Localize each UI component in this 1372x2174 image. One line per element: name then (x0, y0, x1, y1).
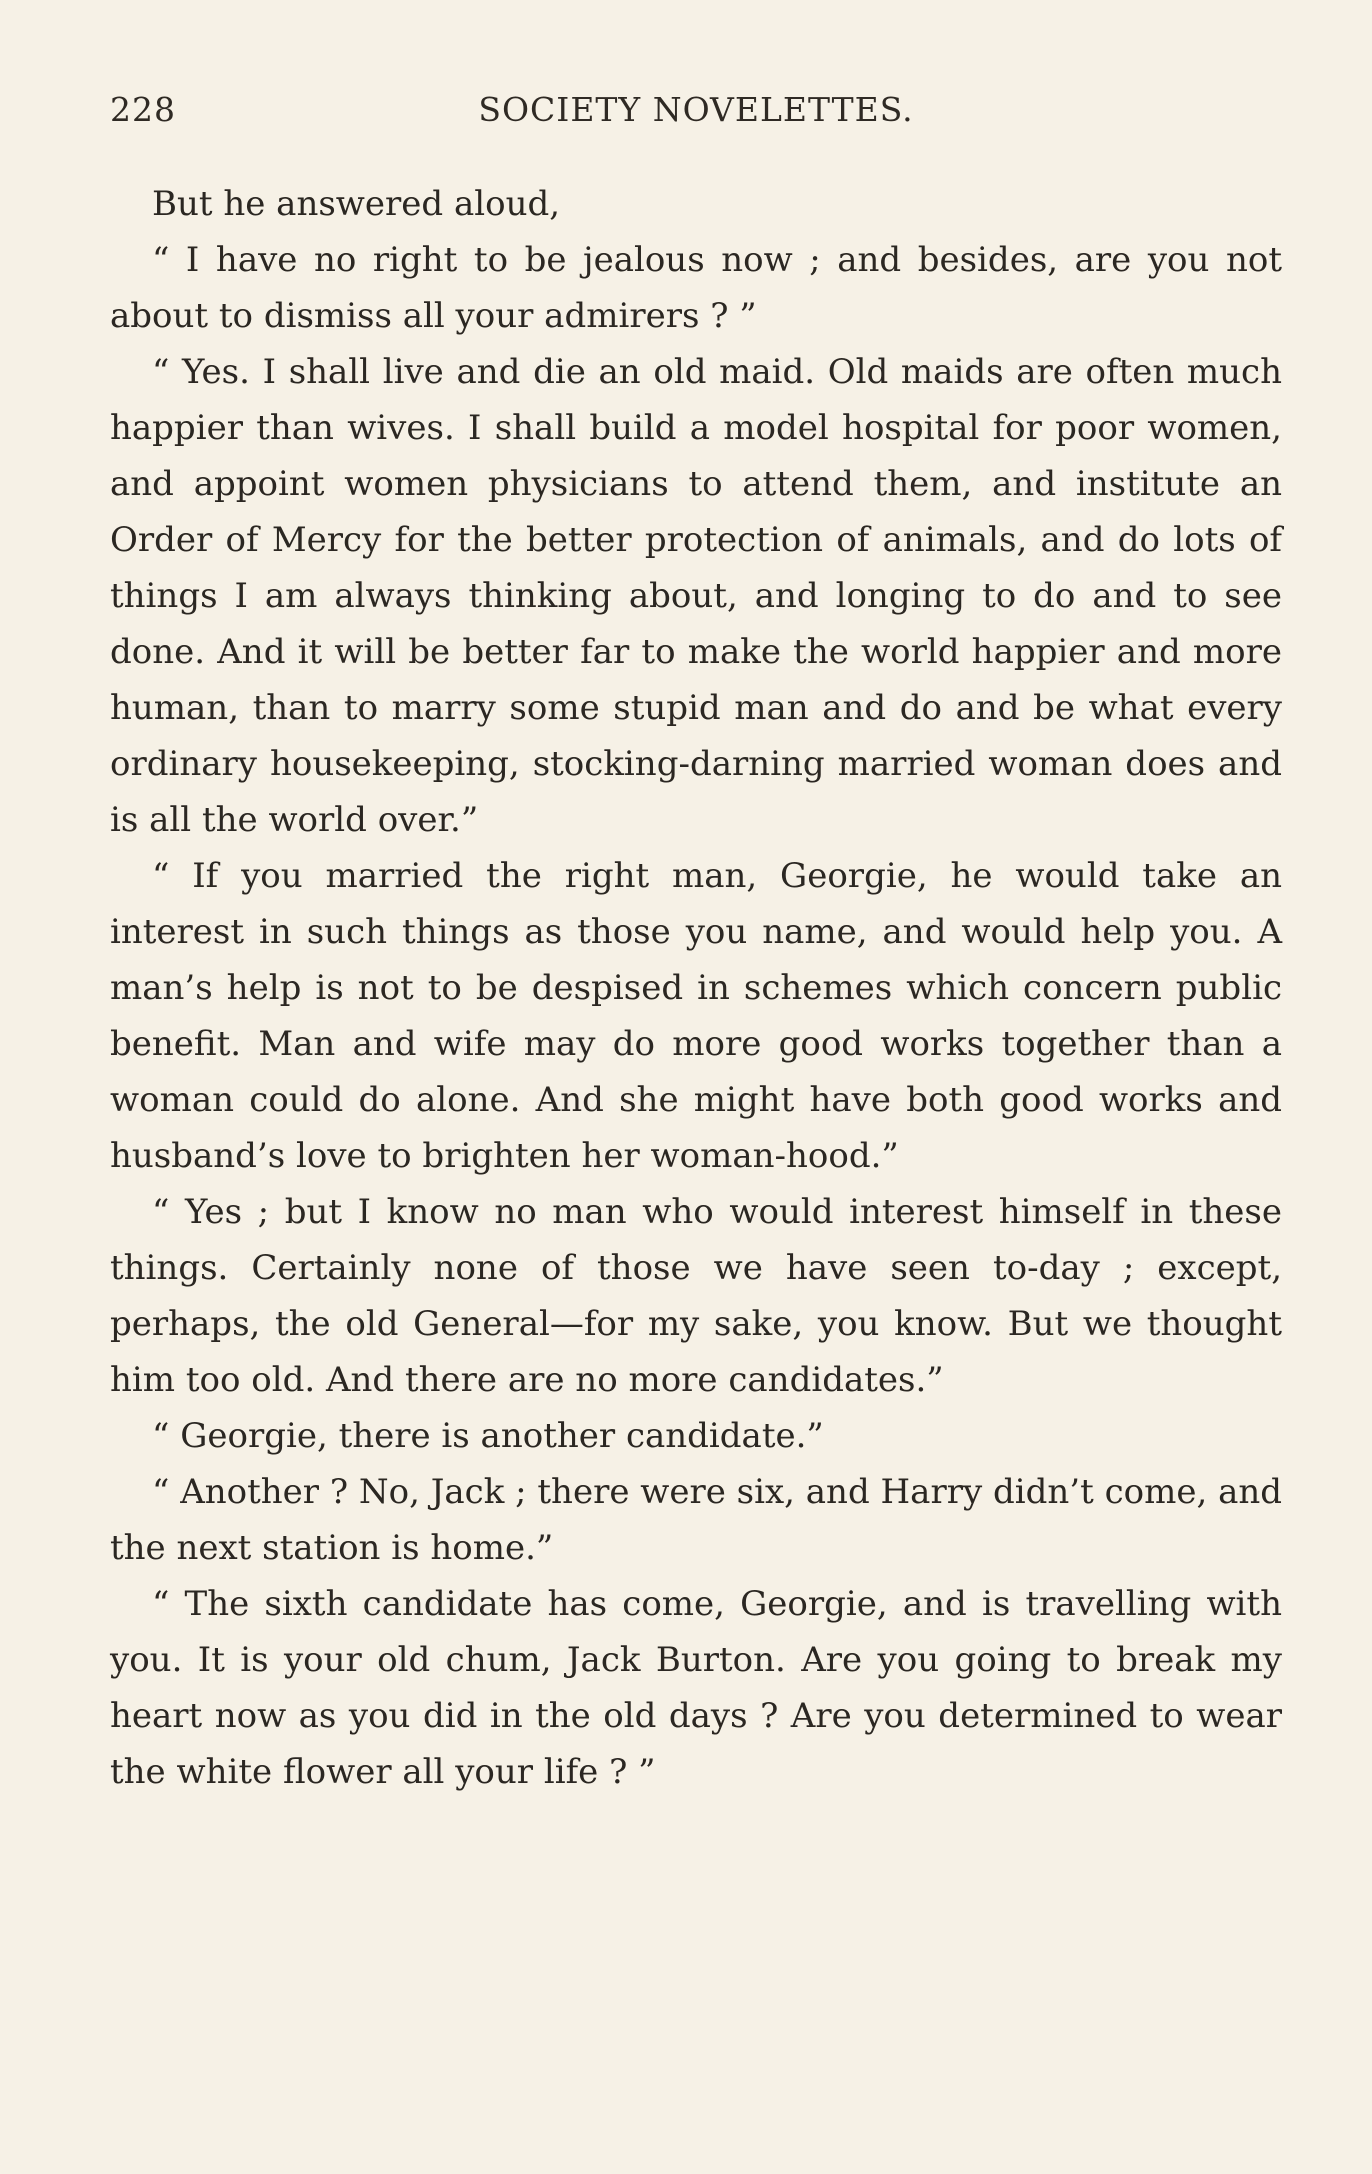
paragraph: “ Georgie, there is another candidate.” (152, 1416, 824, 1456)
paragraph: “ Another ? No, Jack ; there were six, and Harry didn’t come, and the next station is home.” (110, 1472, 1282, 1568)
paragraph: “ The sixth candidate has come, Georgie, and is travelling with you. It is your old chum, Jack Burton. Are you going to break my heart now as you did in the old days ? Are you determined to wear the white flower all your life ? ” (110, 1584, 1282, 1792)
running-head (110, 86, 1282, 134)
body-text (110, 176, 1282, 1800)
paragraph: But he answered aloud, (152, 184, 561, 224)
page-number: 228 (110, 90, 176, 129)
paragraph: “ Yes. I shall live and die an old maid. Old maids are often much happier than wives. I shall build a model hospital for poor women, and appoint women physicians to attend them, and institute an Order of Mercy for the better protection of animals, and do lots of things I am always thinking about, and longing to do and to see done. And it will be better far to make the world happier and more human, than to marry some stupid man and do and be what every ordinary housekeeping, stocking-darning married woman does and is all the world over.” (110, 352, 1282, 840)
paragraph: “ If you married the right man, Georgie, he would take an interest in such things as those you name, and would help you. A man’s help is not to be despised in schemes which concern public benefit. Man and wife may do more good works together than a woman could do alone. And she might have both good works and husband’s love to brighten her woman-hood.” (110, 856, 1282, 1176)
paragraph: “ I have no right to be jealous now ; and besides, are you not about to dismiss all your admirers ? ” (110, 240, 1282, 336)
paragraph: “ Yes ; but I know no man who would interest himself in these things. Certainly none of those we have seen to-day ; except, perhaps, the old General—for my sake, you know. But we thought him too old. And there are no more candidates.” (110, 1192, 1282, 1400)
page-header-title: SOCIETY NOVELETTES. (478, 90, 914, 129)
